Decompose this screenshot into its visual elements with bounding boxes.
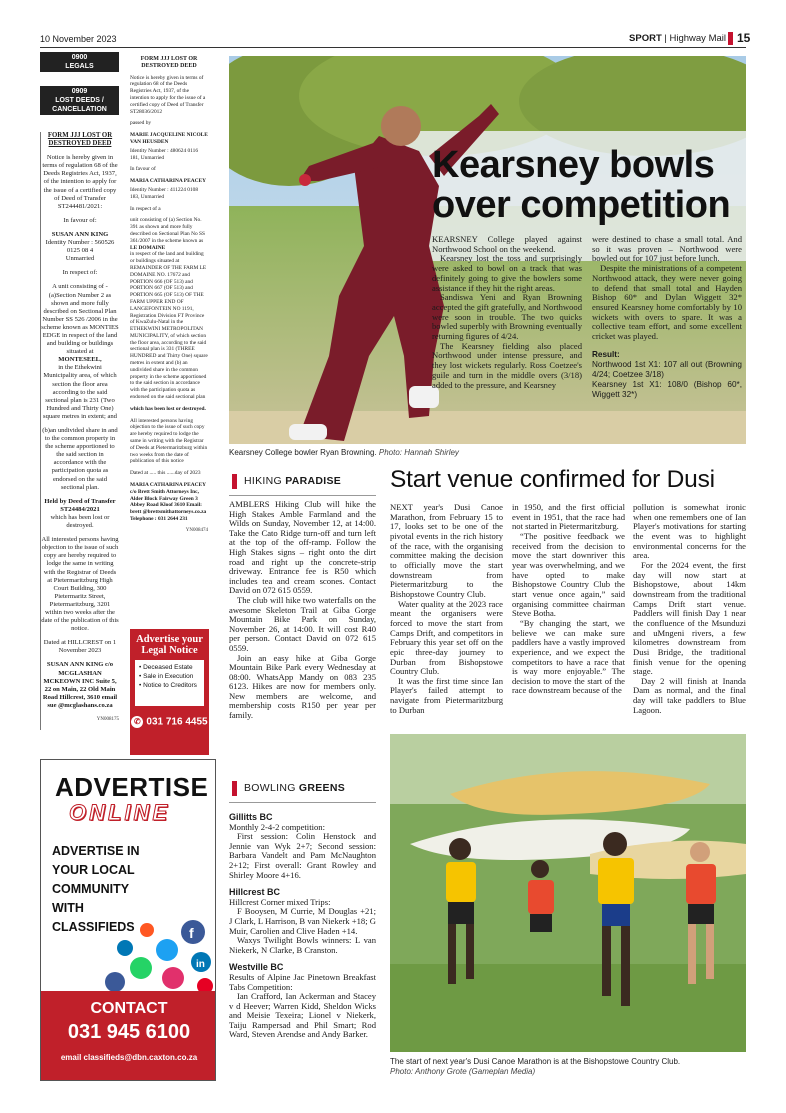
notice-text: All interested persons having objection to the issue of such copy are hereby required to lodge the same in writing with the Registrar of Deeds at Pietermaritzburg within two weeks from the date of publication of this notice bbox=[130, 417, 208, 465]
main-story-column-1: KEARSNEY College played against Northwood School on the weekend. Kearsney lost the toss and surprisingly were asked to bowl on a track that was definitely going to give the bowlers some assistance if they hit the right areas. Sandiswa Yeni and Ryan Browning accepted the gift gratefully, and Northwood were soon in trouble. The two quicks bowled superbly with Browning eventually returning figures of 4/24. The Kearsney fielding also placed Northwood under intense pressure, and they lost wickets regularly. Ross Coetzee's guile and turn in the middle overs (3/18) added to the pressure, and Kearsney bbox=[432, 234, 582, 390]
header-rule bbox=[40, 47, 746, 48]
notice-ref: YN008175 bbox=[96, 717, 119, 722]
result-heading: Result: bbox=[592, 349, 620, 359]
notice-dated: Dated at HILLCREST on 1 November 2023 bbox=[43, 639, 117, 655]
notice-text: In favour of bbox=[130, 166, 156, 173]
section-rule bbox=[229, 802, 376, 803]
category-label: LOST DEEDS / CANCELLATION bbox=[52, 97, 107, 113]
photo-credit: Photo: Hannah Shirley bbox=[378, 448, 459, 457]
legal-notice-1 bbox=[40, 132, 119, 730]
notice-scheme: LE DOMAINE bbox=[130, 244, 166, 251]
ad-subheading: ONLINE bbox=[69, 800, 171, 825]
notice-id: Identity Number : 480624 0116 181, Unmarried bbox=[130, 147, 199, 161]
advertise-online-ad[interactable] bbox=[40, 759, 216, 1081]
canoe-caption: The start of next year's Dusi Canoe Marathon is at the Bishopstowe Country Club. Photo: Anthony Grote (Gameplan Media) bbox=[390, 1057, 681, 1076]
notice-id: Identity Number : 560526 0125 08 4 bbox=[45, 239, 115, 255]
legal-notice-2 bbox=[130, 56, 208, 540]
category-lost-deeds bbox=[40, 86, 119, 115]
twitter-icon bbox=[156, 939, 178, 961]
issue-date: 10 November 2023 bbox=[40, 34, 117, 44]
dusi-headline: Start venue confirmed for Dusi bbox=[390, 466, 715, 493]
notice-text: Notice is hereby given in terms of regulation 68 of the Deeds Registries Act, 1937, of the intention to apply for the issue of a certified copy of Deed of Transfer ST244481/2021: bbox=[42, 154, 118, 210]
ad-contact-label: CONTACT bbox=[90, 1000, 168, 1017]
notice-text: (b)an undivided share in and to the common property in the scheme apportioned to the said section in accordance with the participation quota as endorsed on the said sectional plan. bbox=[42, 427, 118, 491]
publication-name: Highway Mail bbox=[669, 33, 726, 44]
dusi-column-2: in 1950, and the first official event in 1951, that the race had not started in Pietermaritzburg. “The positive feedback we received from the decision to move the start downriver this year was overwhelming, and we have opted to make Bishopstowe Country Club the start venue once again,” said organising committee chairman Steve Botha. “By changing the start, we believe we can make sure paddlers have a vastly improved experience, and we expect the competitors to have a race that is way more enjoyable.” The decision to move the start of the race downstream because of the bbox=[512, 502, 625, 696]
bowling-results: Gillitts BC Monthly 2-4-2 competition: First session: Colin Henstock and Jennie van Wyk 2+7; Second session: Barbara Vandelt and Pam McNaughton 2+12; First overall: Grant Rowley and Shirley Moore 4+16. Hillcrest BC Hillcrest Corner mixed Trips: F Booysen, M Currie, M Douglas +21; J Clark, L Harrison, B van Niekerk +18; G Muir, Carolien and Clive Haden +14. Waxys Twilight Bowls winners: L van Niekerk, N Clarke, B Cranston. Westville BC Results of Alpine Jac Pinetown Breakfast Tabs Competition: Ian Crafford, Ian Ackerman and Stacey v d Heever; Warren Kidd, Sheldon Wicks and Meisie Texeira; Lionel v Niekerk, Taiju Rampersad and Phil Smart; Rod Ward, Steven Arendse and Andy Barker. bbox=[229, 812, 376, 1040]
section-rule bbox=[229, 495, 376, 496]
ad-phone: ✆ 031 716 4455 bbox=[130, 716, 209, 728]
ad-title: Advertise your Legal Notice bbox=[136, 634, 203, 656]
category-code: 0900 bbox=[71, 54, 88, 61]
notice-dated: Dated at ..... this ......day of 2023 bbox=[130, 470, 201, 477]
main-headline: Kearsney bowls over competition bbox=[432, 144, 731, 226]
notice-name: SUSAN ANN KING bbox=[51, 230, 109, 238]
photo-credit: Photo: Anthony Grote (Gameplan Media) bbox=[390, 1066, 536, 1076]
notice-id: Identity Number : 411224 0108 183, Unmarried bbox=[130, 186, 199, 200]
dusi-column-1: NEXT year's Dusi Canoe Marathon, from February 15 to 17, looks set to be one of the pivotal events in the rich history of the race, with the organising committee making the decision to officially move the start downstream from Pietermaritzburg to the Bishopstowe Country Club. Water quality at the 2023 race meant the organisers were forced to move the start from Camps Drift, and competitors in February this year set off on the epic three-day journey to Durban from Bishopstowe Country Club. It was the first time since Ian Player's failed attempt to navigate from Pietermaritzburg to Durban bbox=[390, 502, 503, 715]
instagram-icon bbox=[162, 967, 184, 989]
notice-name: MARIA CATHARINA PEACEY bbox=[130, 178, 206, 185]
club-name: Gillitts BC bbox=[229, 812, 273, 822]
notice-text: In favour of: bbox=[63, 216, 97, 224]
photo-caption: Kearsney College bowler Ryan Browning. Photo: Hannah Shirley bbox=[229, 448, 459, 457]
notice-title: FORM JJJ LOST OR DESTROYED DEED bbox=[47, 132, 113, 148]
social-icons-cluster bbox=[101, 910, 216, 992]
club-name: Hillcrest BC bbox=[229, 887, 281, 898]
ad-list-item: • Deceased Estate bbox=[139, 664, 193, 671]
section-marker bbox=[232, 474, 237, 489]
result-line: Kearsney 1st X1: 108/0 (Bishop 60*, Wiggett 32*) bbox=[592, 379, 742, 399]
phone-icon: ✆ bbox=[131, 716, 143, 728]
notice-name: MARIE JACQUELINE NICOLE VAN HEUSDEN bbox=[130, 132, 208, 145]
result-block bbox=[592, 350, 742, 400]
pinterest-icon bbox=[197, 978, 213, 992]
hiking-story: AMBLERS Hiking Club will hike the High Stakes Amble Farmland and the Wilds on Sunday, November 12, at 14:00. Take the Cato Ridge turn-off and turn left at the top of the off-ramp. Follow the High Stakes signs – right onto the dirt road and right up the concrete-strip driveway. Entrance fee is R50 which includes tea and cream scones. Contact David on 072 615 0559. The club will hike two waterfalls on the awesome Skeleton Trail at Giba Gorge Mountain Bike Park on Sunday, November 26, at 14:00. It will cost R40 per person. Contact David on 072 615 0559. Join an easy hike at Giba Gorge Mountain Bike Park every Wednesday at 08:00. WhatsApp Mandy on 083 235 6123. Hikes are now for members only. New members are welcome, and membership costs R150 per year per family. bbox=[229, 499, 376, 721]
linkedin-icon bbox=[117, 940, 133, 956]
notice-ref: YN008474 bbox=[185, 527, 208, 533]
header-accent bbox=[728, 32, 733, 45]
result-line: Northwood 1st X1: 107 all out (Browning 4/24; Coetzee 3/18) bbox=[592, 359, 742, 379]
main-story-column-2: were destined to chase a small total. And so it was proven – Northwood were bowled out for 107 just before lunch. Despite the ministrations of a competent Northwood attack, they were never going to defend that small total and Hayden Bishop 60* and Dylan Wiggett 32* ensured Kearsney home comfortably by 10 wickets with overs to spare. It was a collective team effort, and some excellent cricket was played. Result: Northwood 1st X1: 107 all out (Browning 4/24; Coetzee 3/18) Kearsney 1st X1: 108/0 (Bishop 60*, Wiggett 32*) bbox=[592, 234, 742, 399]
advertise-legal-notice-ad[interactable] bbox=[130, 629, 209, 755]
section-name: SPORT bbox=[629, 33, 662, 44]
notice-text: All interested persons having objection to the issue of such copy are hereby required to lodge the same in writing with the Registrar of Deeds at Pietermaritzburg High Court Building, 300 Pietermaritz Street, Pietermaritzburg, 3201 within two weeks after the date of the publication of this notice. bbox=[41, 536, 119, 633]
category-label: LEGALS bbox=[65, 63, 94, 70]
ad-list-item: • Sale in Execution bbox=[139, 673, 194, 680]
notice-text: in respect of the land and building or buildings situated at REMAINDER OF THE FARM LE DOMAINE NO. 17672 and PORTION 666 (OF 513) and PORTION 667 (OF 513) and PORTION 665 (OF 513) OF THE FARM UPPER END OF LANGEFONTEIN NO 1191, Registration Division FT Province of KwaZulu-Natal in the ETHEKWINI METROPOLITAN MUNICIPALITY, of which section the floor area, according to the said sectional plan is 331 (THREE HUNDRED and Thirty One) square metres in extent and (b) an undivided share in the common property in the scheme apportioned to the said section in accordance with the participation quota as endorsed on the said sectional plan bbox=[130, 251, 208, 401]
notice-place: MONTESEEL, bbox=[58, 356, 102, 364]
svg-text:f: f bbox=[189, 925, 194, 941]
bowling-section-label: BOWLING GREENS bbox=[244, 782, 346, 794]
club-name: Westville BC bbox=[229, 962, 284, 973]
ad-list bbox=[135, 660, 204, 706]
whatsapp-icon bbox=[130, 957, 152, 979]
notice-text: In respect of: bbox=[62, 269, 98, 277]
notice-text: in the Ethekwini Municipality area, of which section the floor area according to the said sectional plan is 231 (Two Hundred and Thirty One) square metres in extent; and bbox=[43, 364, 117, 420]
notice-text: unit consisting of (a) Section No. 391 as shown and more fully described on Sectional Plan No SS 361/2007 in the scheme known as bbox=[130, 217, 206, 244]
facebook-icon bbox=[105, 972, 125, 992]
canoe-photo bbox=[390, 734, 746, 1052]
section-title: SPORT | Highway Mail bbox=[629, 33, 726, 44]
category-legals bbox=[40, 52, 119, 72]
ad-list-item: • Notice to Creditors bbox=[139, 682, 197, 689]
ad-heading: ADVERTISE bbox=[55, 772, 209, 802]
canoe-photo-illustration bbox=[390, 734, 746, 1052]
ad-body: ADVERTISE IN YOUR LOCAL COMMUNITY WITH CLASSIFIEDS bbox=[52, 844, 140, 934]
notice-deed: Held by Deed of Transfer ST24484/2021 bbox=[44, 497, 116, 513]
notice-text: which has been lost or destroyed. bbox=[50, 513, 110, 530]
dusi-column-3: pollution is somewhat ironic when one remembers one of Ian Player's motivations for starting the event was to highlight environmental concerns for the area. For the 2024 event, the first day will now start at Bishopstowe, about 14km downstream from the traditional Camps Drift start venue. Paddlers will finish Day 1 near the confluence of the Msunduzi and uMngeni rivers, a few kilometres downstream from Dusi Bridge, the traditional finish venue for the opening stage. Day 2 will finish at Inanda Dam as normal, and the final day will take paddlers to Blue Lagoon. bbox=[633, 502, 746, 715]
notice-text: Unmarried bbox=[65, 255, 95, 263]
blog-icon bbox=[140, 923, 154, 937]
notice-text: In respect of a bbox=[130, 205, 161, 212]
page-number: 15 bbox=[737, 31, 751, 45]
notice-text: which has been lost or destroyed. bbox=[130, 405, 206, 412]
category-code: 0909 bbox=[71, 88, 88, 95]
ad-email: email classifieds@dbn.caxton.co.za bbox=[60, 1053, 198, 1062]
ad-phone: 031 945 6100 bbox=[67, 1021, 191, 1043]
notice-text: passed by bbox=[130, 120, 152, 127]
notice-title: FORM JJJ LOST OR DESTROYED DEED bbox=[140, 56, 198, 69]
notice-agent: MARIA CATHARINA PEACEY c/o Brett Smith Attorneys Inc, Alder Block Fairway Green 3 Abbey Road Kloof 3610 Email: brett @brettsmithattorneys.co.za Telephone : 031 2644 231 bbox=[130, 482, 207, 523]
section-marker bbox=[232, 781, 237, 796]
hiking-section-label: HIKING PARADISE bbox=[244, 475, 342, 487]
notice-text: A unit consisting of - (a)Section Number 2 as shown and more fully described on Sectional Plan Number SS 526 /2006 in the scheme known as MONTIES EDGE in respect of the land and building or buildings situated at bbox=[41, 283, 119, 356]
notice-agent: SUSAN ANN KING c/o MCGLASHAN MCKEOWN INC Suite 5, 22 on Main, 22 Old Main Road Hillcrest, 3610 email sue @mcglashans.co.za bbox=[42, 661, 118, 709]
notice-text: Notice is hereby given in terms of regulation 68 of the Deeds Registries Act, 1937, of the intention to apply for the issue of a certified copy of Deed of Transfer ST28036/2012 bbox=[130, 74, 206, 115]
ad-contact-panel bbox=[41, 991, 216, 1081]
svg-text:in: in bbox=[196, 959, 205, 970]
